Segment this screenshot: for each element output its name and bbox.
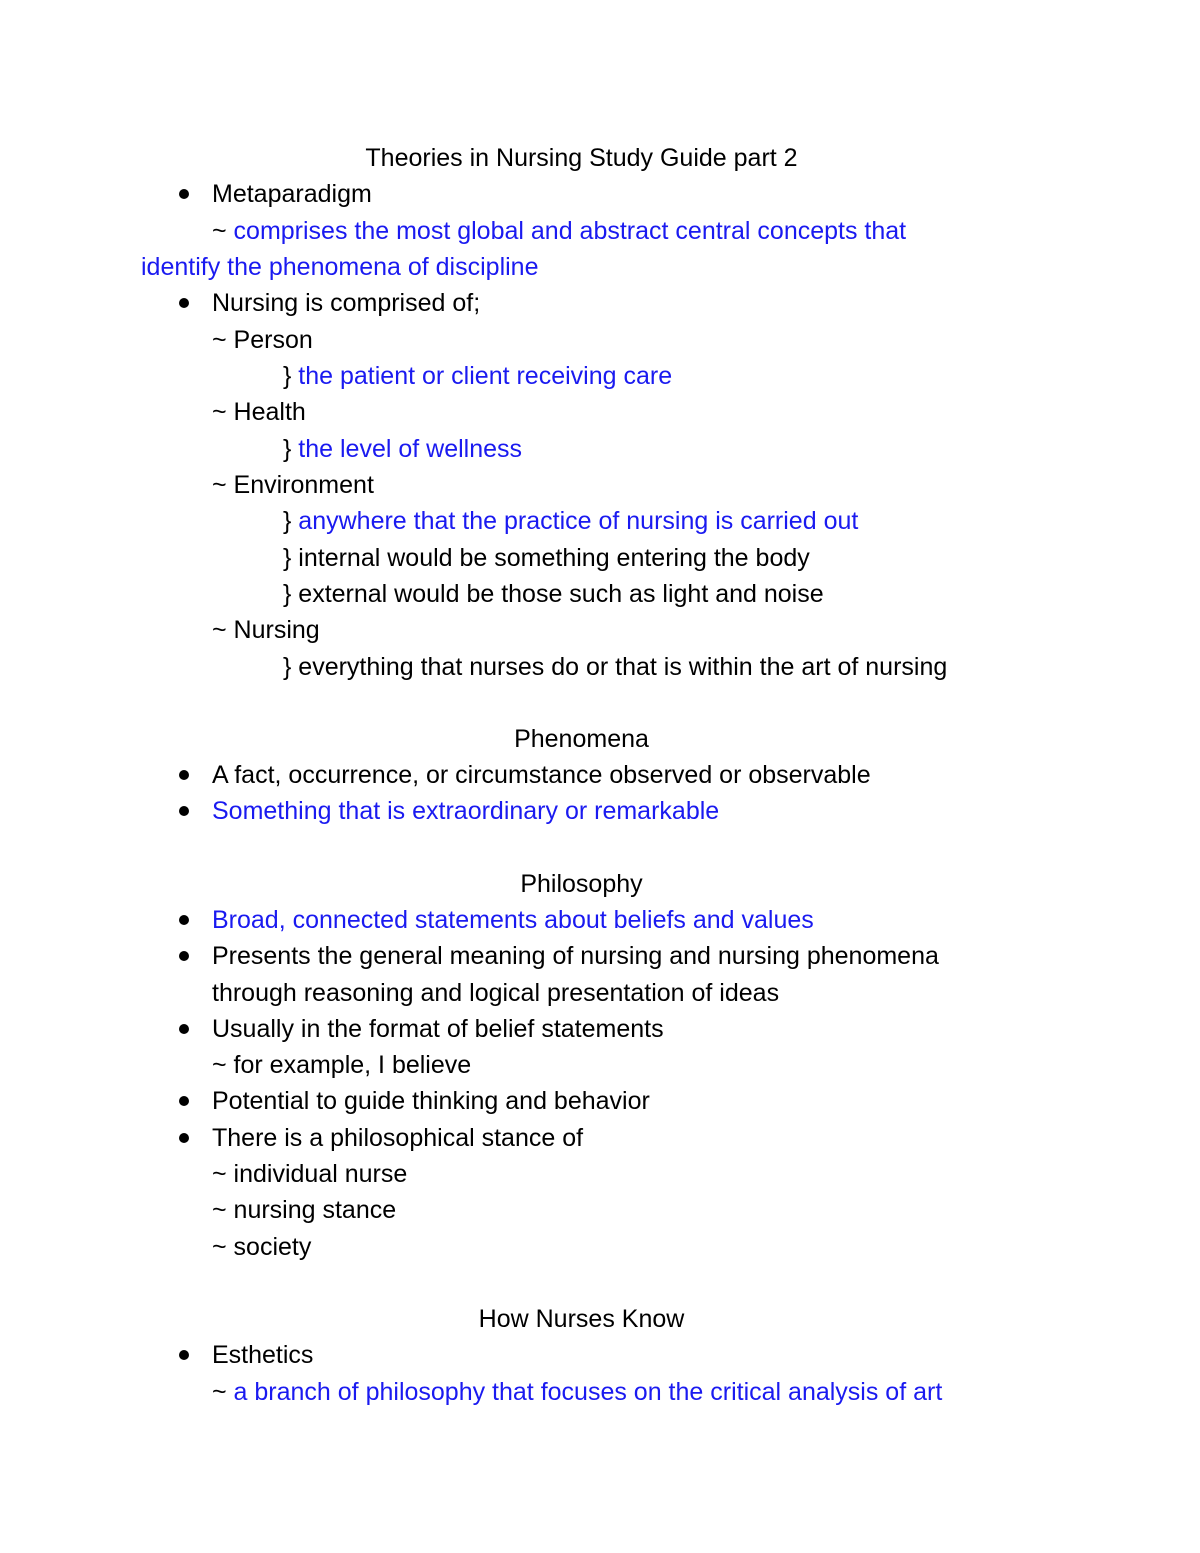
brace-mark: }	[283, 435, 299, 463]
bullet-icon	[179, 189, 189, 199]
page-title: Theories in Nursing Study Guide part 2	[365, 144, 798, 172]
bullet-icon	[179, 951, 189, 961]
health-definition	[283, 434, 522, 464]
sub-item-nursing: ~ Nursing	[212, 616, 320, 644]
definition-continuation: identify the phenomena of discipline	[141, 253, 539, 281]
environment-definition	[283, 506, 858, 536]
sub-item-health: ~ Health	[212, 398, 306, 426]
tilde-mark: ~	[212, 1378, 234, 1406]
bullet-icon	[179, 1096, 189, 1106]
sub-item: ~ society	[212, 1233, 312, 1261]
sub-item-environment: ~ Environment	[212, 471, 374, 499]
sub-item-person: ~ Person	[212, 326, 313, 354]
bullet-icon	[179, 770, 189, 780]
tilde-mark: ~	[212, 217, 234, 245]
list-item: A fact, occurrence, or circumstance observed or observable	[212, 761, 871, 789]
bullet-icon	[179, 915, 189, 925]
environment-external: } external would be those such as light and noise	[283, 580, 824, 608]
person-definition	[283, 361, 672, 391]
section-heading-philosophy: Philosophy	[520, 870, 643, 898]
bullet-icon	[179, 1350, 189, 1360]
definition-text: the level of wellness	[298, 435, 523, 463]
environment-internal: } internal would be something entering the body	[283, 544, 810, 572]
section-heading-how-nurses-know: How Nurses Know	[478, 1305, 685, 1333]
definition-text: the patient or client receiving care	[298, 362, 673, 390]
bullet-icon	[179, 298, 189, 308]
section-heading-phenomena: Phenomena	[514, 725, 649, 753]
list-item: Something that is extraordinary or remarkable	[212, 797, 720, 825]
brace-mark: }	[283, 362, 299, 390]
list-item: Potential to guide thinking and behavior	[212, 1087, 650, 1115]
list-item: Usually in the format of belief statements	[212, 1015, 664, 1043]
list-item: Metaparadigm	[212, 180, 372, 208]
definition-text: comprises the most global and abstract central concepts that	[233, 217, 907, 245]
definition-line	[212, 1377, 942, 1407]
sub-item: ~ nursing stance	[212, 1196, 397, 1224]
brace-mark: }	[283, 507, 299, 535]
bullet-icon	[179, 1133, 189, 1143]
list-item: Nursing is comprised of;	[212, 289, 481, 317]
bullet-icon	[179, 1024, 189, 1034]
list-item: Presents the general meaning of nursing and nursing phenomena	[212, 942, 939, 970]
list-item-continuation: through reasoning and logical presentation of ideas	[212, 979, 780, 1007]
list-item: Esthetics	[212, 1341, 314, 1369]
list-item: There is a philosophical stance of	[212, 1124, 584, 1152]
definition-line	[212, 216, 906, 246]
sub-item: ~ individual nurse	[212, 1160, 408, 1188]
list-item: Broad, connected statements about beliefs and values	[212, 906, 814, 934]
nursing-definition: } everything that nurses do or that is within the art of nursing	[283, 653, 948, 681]
sub-item: ~ for example, I believe	[212, 1051, 472, 1079]
bullet-icon	[179, 806, 189, 816]
definition-text: anywhere that the practice of nursing is carried out	[298, 507, 859, 535]
definition-text: a branch of philosophy that focuses on the critical analysis of art	[233, 1378, 943, 1406]
